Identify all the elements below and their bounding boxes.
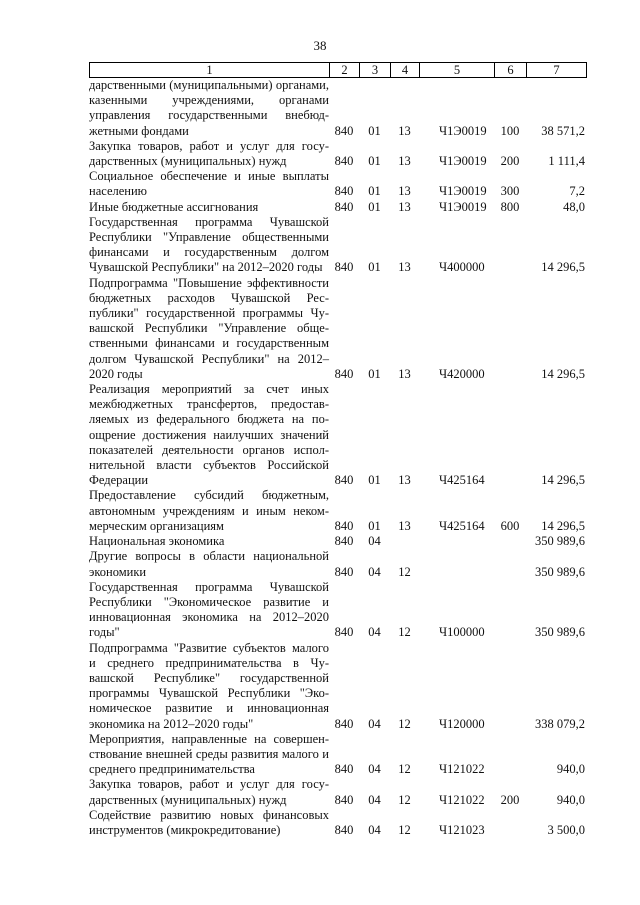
table-row bbox=[89, 215, 587, 276]
row-c7: 3 500,0 bbox=[547, 822, 585, 837]
table-header-row bbox=[89, 62, 587, 78]
row-c4: 13 bbox=[398, 184, 411, 199]
row-c7: 38 571,2 bbox=[541, 123, 585, 138]
header-col-5: 5 bbox=[419, 63, 494, 77]
row-c6 bbox=[494, 215, 526, 276]
row-c6 bbox=[494, 808, 526, 838]
row-description: Закупка товаров, работ и услуг для государственных (муниципальных) нужд bbox=[89, 777, 329, 807]
row-c5 bbox=[419, 549, 494, 579]
row-c3: 01 bbox=[368, 199, 381, 214]
row-c5: Ч100000 bbox=[439, 625, 485, 640]
row-c3: 01 bbox=[368, 123, 381, 138]
row-c7: 350 989,6 bbox=[535, 564, 585, 579]
row-c5: Ч121022 bbox=[439, 792, 485, 807]
row-c2: 840 bbox=[334, 518, 354, 533]
row-c6 bbox=[494, 549, 526, 579]
row-c6 bbox=[494, 580, 526, 641]
row-c3: 01 bbox=[368, 518, 381, 533]
row-c4 bbox=[390, 534, 419, 549]
row-c6 bbox=[494, 534, 526, 549]
row-description: Государственная программа Чувашской Республики "Управление общественными финансами и государственным долгом Чувашской Республики" на 2012–2020 годы bbox=[89, 214, 329, 275]
row-c5: Ч420000 bbox=[439, 366, 485, 381]
row-c2: 840 bbox=[334, 154, 354, 169]
row-c3: 04 bbox=[368, 716, 381, 731]
row-c2: 840 bbox=[334, 792, 354, 807]
row-description: Подпрограмма "Повышение эффективности бюджетных расходов Чувашской Республики" государственной программы Чувашской Республики "Управление общественными финансами и государственным долгом Чувашской Республики" на 2012–2020 годы bbox=[89, 275, 329, 381]
row-c6 bbox=[494, 732, 526, 778]
row-c6: 200 bbox=[500, 154, 520, 169]
row-description: Предоставление субсидий бюджетным, автономным учреждениям и иным некоммерческим организациям bbox=[89, 488, 329, 533]
row-c2: 840 bbox=[334, 762, 354, 777]
page-number: 38 bbox=[313, 38, 327, 53]
row-description: Подпрограмма "Развитие субъектов малого и среднего предпринимательства в Чувашской Республике" государственной программы Чувашской Республики "Экономическое развитие и инновационная экономика на 2012–2020 годы" bbox=[89, 640, 329, 731]
table-row bbox=[89, 276, 587, 382]
row-c7: 350 989,6 bbox=[535, 534, 585, 549]
row-c3: 01 bbox=[368, 473, 381, 488]
row-description: Социальное обеспечение и иные выплаты населению bbox=[89, 169, 329, 199]
row-c7: 48,0 bbox=[563, 199, 585, 214]
header-col-2: 2 bbox=[329, 63, 359, 77]
row-c7: 940,0 bbox=[556, 762, 585, 777]
row-description: Мероприятия, направленные на совершенствование внешней среды развития малого и среднего предпринимательства bbox=[89, 731, 329, 777]
row-description: Национальная экономика bbox=[89, 534, 225, 549]
row-c2: 840 bbox=[334, 123, 354, 138]
row-c5: Ч1Э0019 bbox=[439, 154, 487, 169]
row-c6: 300 bbox=[500, 184, 520, 199]
row-c4: 13 bbox=[398, 154, 411, 169]
header-col-3: 3 bbox=[359, 63, 390, 77]
row-c2: 840 bbox=[334, 366, 354, 381]
row-c4: 13 bbox=[398, 123, 411, 138]
row-description: Другие вопросы в области национальной экономики bbox=[89, 549, 329, 579]
table-row bbox=[89, 549, 587, 579]
row-description: Закупка товаров, работ и услуг для государственных (муниципальных) нужд bbox=[89, 138, 329, 169]
row-c7: 14 296,5 bbox=[541, 260, 585, 275]
row-c5: Ч1Э0019 bbox=[439, 199, 487, 214]
row-c3: 01 bbox=[368, 184, 381, 199]
row-c7: 940,0 bbox=[556, 792, 585, 807]
row-description: Реализация мероприятий за счет иных межбюджетных трансфертов, предоставляемых из федерального бюджета на поощрение достижения наилучших значений показателей деятельности органов исполнительной власти субъектов Российской Федерации bbox=[89, 382, 329, 488]
row-c3: 01 bbox=[368, 154, 381, 169]
row-c6 bbox=[494, 641, 526, 732]
header-col-6: 6 bbox=[494, 63, 526, 77]
table-body bbox=[89, 78, 587, 838]
table-row bbox=[89, 200, 587, 215]
row-c2: 840 bbox=[334, 534, 354, 549]
table-row bbox=[89, 808, 587, 838]
row-c3: 04 bbox=[368, 762, 381, 777]
row-c2: 840 bbox=[334, 260, 354, 275]
table-row bbox=[89, 488, 587, 534]
table-row bbox=[89, 169, 587, 199]
table-row bbox=[89, 78, 587, 139]
row-c4: 13 bbox=[398, 473, 411, 488]
row-c4: 12 bbox=[398, 762, 411, 777]
table-row bbox=[89, 382, 587, 488]
table-row bbox=[89, 139, 587, 169]
row-c5: Ч1Э0019 bbox=[439, 184, 487, 199]
row-c7: 14 296,5 bbox=[541, 518, 585, 533]
row-c3: 04 bbox=[368, 564, 381, 579]
row-c3: 04 bbox=[368, 792, 381, 807]
row-c4: 13 bbox=[398, 366, 411, 381]
row-description: дарственными (муниципальными) органами, казенными учреждениями, органами управления государственными внебюджетными фондами bbox=[89, 78, 329, 138]
row-c6 bbox=[494, 382, 526, 488]
row-c2: 840 bbox=[334, 184, 354, 199]
row-c7: 14 296,5 bbox=[541, 366, 585, 381]
table-row bbox=[89, 534, 587, 549]
row-c5: Ч425164 bbox=[439, 473, 485, 488]
row-c3: 04 bbox=[368, 534, 381, 549]
row-c7: 14 296,5 bbox=[541, 473, 585, 488]
row-c5 bbox=[419, 534, 494, 549]
table-row bbox=[89, 777, 587, 807]
row-description: Государственная программа Чувашской Республики "Экономическое развитие и инновационная экономика на 2012–2020 годы" bbox=[89, 579, 329, 640]
row-c6: 800 bbox=[500, 199, 520, 214]
row-description: Содействие развитию новых финансовых инструментов (микрокредитование) bbox=[89, 807, 329, 837]
row-c3: 04 bbox=[368, 625, 381, 640]
table-row bbox=[89, 732, 587, 778]
row-c4: 12 bbox=[398, 716, 411, 731]
row-c6: 200 bbox=[500, 792, 520, 807]
row-c5: Ч121023 bbox=[439, 822, 485, 837]
row-c7: 1 111,4 bbox=[548, 154, 585, 169]
header-col-7: 7 bbox=[526, 63, 587, 77]
row-c7: 350 989,6 bbox=[535, 625, 585, 640]
row-c2: 840 bbox=[334, 564, 354, 579]
row-c2: 840 bbox=[334, 473, 354, 488]
row-c6: 600 bbox=[500, 518, 520, 533]
row-c3: 01 bbox=[368, 366, 381, 381]
header-col-1: 1 bbox=[89, 63, 329, 77]
row-c6: 100 bbox=[500, 123, 520, 138]
row-c5: Ч1Э0019 bbox=[439, 123, 487, 138]
row-c2: 840 bbox=[334, 716, 354, 731]
row-c3: 04 bbox=[368, 822, 381, 837]
row-c2: 840 bbox=[334, 822, 354, 837]
row-c7: 338 079,2 bbox=[535, 716, 585, 731]
header-col-4: 4 bbox=[390, 63, 419, 77]
row-c4: 12 bbox=[398, 822, 411, 837]
row-c6 bbox=[494, 276, 526, 382]
row-c4: 12 bbox=[398, 564, 411, 579]
budget-table bbox=[89, 62, 587, 838]
row-c3: 01 bbox=[368, 260, 381, 275]
table-row bbox=[89, 641, 587, 732]
row-c4: 12 bbox=[398, 625, 411, 640]
row-c4: 13 bbox=[398, 260, 411, 275]
row-c5: Ч425164 bbox=[439, 518, 485, 533]
row-c4: 13 bbox=[398, 518, 411, 533]
row-c2: 840 bbox=[334, 625, 354, 640]
row-c5: Ч120000 bbox=[439, 716, 485, 731]
row-c4: 12 bbox=[398, 792, 411, 807]
row-c4: 13 bbox=[398, 199, 411, 214]
row-c7: 7,2 bbox=[569, 184, 585, 199]
table-row bbox=[89, 580, 587, 641]
row-c2: 840 bbox=[334, 199, 354, 214]
row-description: Иные бюджетные ассигнования bbox=[89, 199, 259, 214]
row-c5: Ч400000 bbox=[439, 260, 485, 275]
row-c5: Ч121022 bbox=[439, 762, 485, 777]
